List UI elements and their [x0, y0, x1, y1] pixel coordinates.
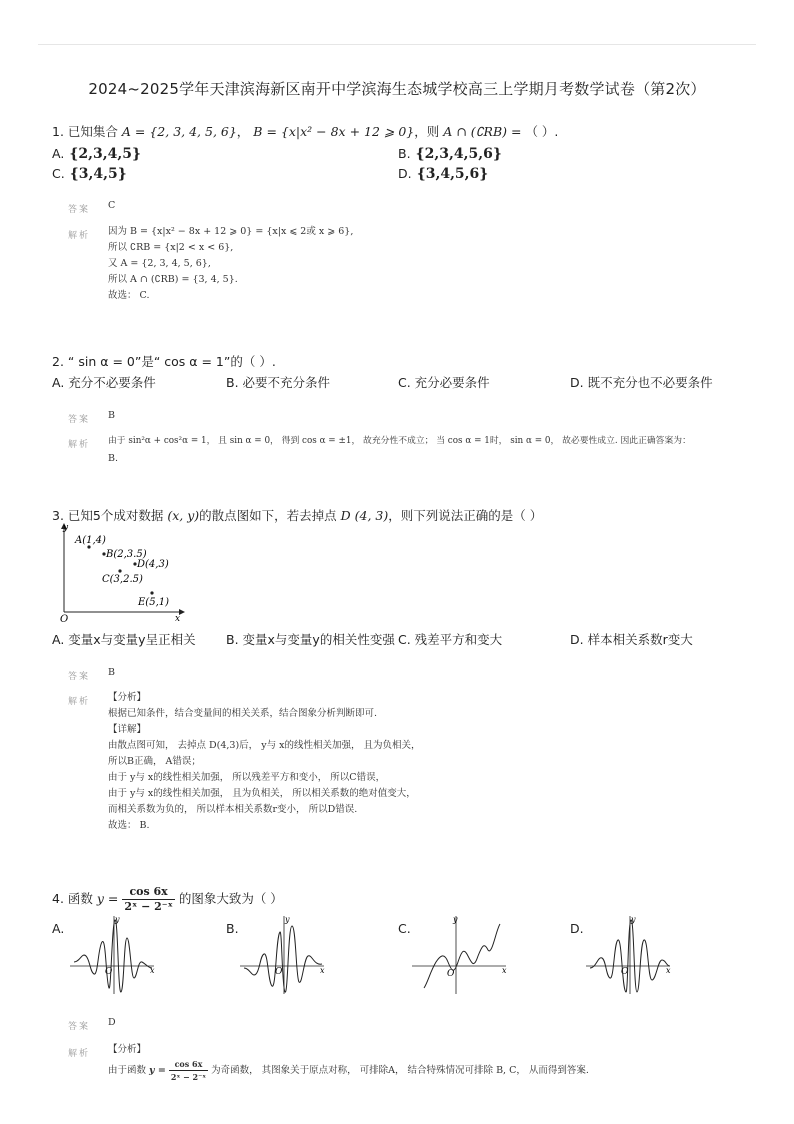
q1-set-a: A = {2, 3, 4, 5, 6} — [121, 124, 237, 139]
q1-solution-line: 故选： C. — [108, 290, 150, 301]
q1-answer-label: 答案 — [68, 205, 91, 215]
x-axis-label: x — [175, 614, 181, 624]
q4-option-d[interactable]: D. — [570, 921, 584, 936]
q1-option-c-letter: C. — [52, 166, 65, 181]
q4-sol-denominator: 2ˣ − 2⁻ˣ — [170, 1072, 207, 1082]
point-a-label: A(1,4) — [75, 535, 106, 546]
q3-stem-mid: 的散点图如下，若去掉点 — [199, 508, 337, 523]
point-e — [150, 591, 153, 594]
q1-stem-mid: ，则 — [414, 124, 440, 139]
q1-option-a[interactable] — [52, 143, 141, 162]
q3-solution-line: 由于 y与 x的线性相关加强， 所以残差平方和变小， 所以C错误， — [108, 772, 386, 783]
q1-solution — [108, 224, 353, 304]
y-axis-label: y — [631, 915, 636, 924]
y-axis-label: y — [285, 915, 290, 924]
origin-label: O — [105, 967, 113, 977]
q1-solution-line: 又 A = {2, 3, 4, 5, 6}, — [108, 258, 211, 269]
q2-analysis-label: 解析 — [68, 440, 91, 450]
point-b-label: B(2,3.5) — [106, 549, 147, 560]
point-c — [118, 569, 121, 572]
y-axis-label: y — [453, 915, 458, 924]
q3-option-a[interactable]: A. 变量x与变量y呈正相关 — [52, 632, 196, 647]
q3-analysis-label: 解析 — [68, 697, 91, 707]
q4-sol-y-equals: y = — [149, 1065, 166, 1076]
q1-option-c[interactable] — [52, 163, 127, 182]
q3-point: D (4, 3) — [340, 508, 389, 523]
q4-solution-line-1: 【分析】 — [108, 1044, 147, 1055]
q4-sol-prefix: 由于函数 — [108, 1065, 147, 1076]
q2-option-d[interactable]: D. 既不充分也不必要条件 — [570, 375, 713, 390]
q1-analysis-label: 解析 — [68, 231, 91, 241]
q1-solution-line: 因为 B = {x|x² − 8x + 12 ⩾ 0} = {x|x ⩽ 2或 x ⩾ 6}, — [108, 226, 354, 237]
q1-option-a-text: {2,3,4,5} — [69, 146, 141, 162]
q4-sol-suffix: 为奇函数， 其图象关于原点对称， 可排除A， 结合特殊情况可排除 B, C， 从而得到答案. — [211, 1065, 589, 1076]
top-divider — [38, 44, 756, 45]
q2-answer-value: B — [108, 410, 115, 421]
origin-label: O — [447, 969, 455, 979]
q3-option-b[interactable]: B. 变量x与变量y的相关性变强 — [226, 632, 395, 647]
point-e-label: E(5,1) — [138, 597, 170, 608]
q4-solution-line-2 — [108, 1058, 589, 1083]
origin-label: O — [60, 614, 69, 625]
x-axis-label: x — [502, 966, 507, 975]
y-axis-label: y — [115, 915, 120, 924]
q3-pair: (x, y) — [167, 508, 200, 523]
q3-scatter-plot — [52, 520, 192, 626]
q3-solution-line: 由散点图可知， 去掉点 D(4,3)后， y与 x的线性相关加强， 且为负相关， — [108, 740, 421, 751]
curve — [424, 924, 500, 988]
q1-set-b: B = {x|x² − 8x + 12 ⩾ 0} — [253, 124, 415, 139]
q4-sol-numerator: cos 6x — [169, 1058, 208, 1071]
q3-solution-line: 所以B正确， A错误； — [108, 756, 201, 767]
question-2-stem: 2. “ sin α = 0”是“ cos α = 1”的（ ）. — [52, 354, 276, 369]
q4-fraction — [122, 885, 174, 914]
point-c-label: C(3,2.5) — [102, 574, 143, 585]
q1-option-d[interactable] — [398, 163, 488, 182]
q1-option-c-text: {3,4,5} — [69, 166, 127, 182]
q1-answer-value: C — [108, 200, 116, 211]
q3-option-c[interactable]: C. 残差平方和变大 — [398, 632, 503, 647]
origin-label: O — [275, 967, 283, 977]
q4-option-c[interactable]: C. — [398, 921, 411, 936]
q4-stem-prefix: 4. 函数 — [52, 891, 93, 906]
q4-graph-b — [238, 912, 330, 996]
q3-solution-line: 故选： B. — [108, 820, 150, 831]
question-4-stem — [52, 885, 283, 914]
q3-solution-line: 【详解】 — [108, 724, 147, 735]
q2-option-a[interactable]: A. 充分不必要条件 — [52, 375, 156, 390]
origin-label: O — [621, 967, 629, 977]
q4-denominator: 2ˣ − 2⁻ˣ — [124, 900, 173, 913]
q3-option-d[interactable]: D. 样本相关系数r变大 — [570, 632, 693, 647]
question-1-stem — [52, 122, 558, 140]
page-title: 2024~2025学年天津滨海新区南开中学滨海生态城学校高三上学期月考数学试卷（第2次） — [88, 80, 706, 98]
q2-solution-line-2: B. — [108, 453, 119, 464]
q3-solution-line: 根据已知条件，结合变量间的相关关系，结合图象分析判断即可. — [108, 708, 378, 719]
x-axis-label: x — [150, 966, 155, 975]
q1-option-d-letter: D. — [398, 166, 412, 181]
q2-solution-line-1: 由于 sin²α + cos²α = 1， 且 sin α = 0， 得到 cos α = ±1， 故充分性不成立； 当 cos α = 1时， sin α = 0， 故必要性成立. 因此正确答案为： — [108, 436, 691, 446]
curve — [244, 926, 322, 992]
q4-option-a[interactable]: A. — [52, 921, 65, 936]
curve — [74, 920, 152, 992]
q4-numerator: cos 6x — [122, 885, 174, 900]
q4-graph-d — [584, 912, 676, 996]
q1-option-a-letter: A. — [52, 146, 65, 161]
q1-stem-prefix: 1. 已知集合 — [52, 124, 118, 139]
y-axis-label: y — [63, 523, 69, 533]
q2-answer-label: 答案 — [68, 415, 91, 425]
q2-option-c[interactable]: C. 充分必要条件 — [398, 375, 490, 390]
x-axis-label: x — [320, 966, 325, 975]
q1-separator: ， — [236, 124, 250, 139]
q3-solution-line: 而相关系数为负的， 所以样本相关系数r变小， 所以D错误. — [108, 804, 358, 815]
q4-option-b[interactable]: B. — [226, 921, 239, 936]
q4-answer-label: 答案 — [68, 1022, 91, 1032]
q3-stem-suffix: ，则下列说法正确的是（ ） — [388, 508, 543, 523]
q2-option-b[interactable]: B. 必要不充分条件 — [226, 375, 331, 390]
q4-answer-value: D — [108, 1017, 116, 1028]
q1-option-b-letter: B. — [398, 146, 411, 161]
q3-answer-value: B — [108, 667, 115, 678]
q4-graph-a — [68, 912, 160, 996]
q4-graph-c — [410, 912, 510, 996]
q4-sol-fraction — [169, 1058, 208, 1083]
q4-analysis-label: 解析 — [68, 1049, 91, 1059]
q1-option-d-text: {3,4,5,6} — [416, 166, 489, 182]
point-d-label: D(4,3) — [137, 559, 169, 570]
q1-solution-line: 所以 A ∩ (∁RB) = {3, 4, 5}. — [108, 274, 238, 285]
q1-expression: A ∩ (∁RB) = — [443, 124, 522, 139]
q1-option-b[interactable] — [398, 143, 502, 162]
q1-option-b-text: {2,3,4,5,6} — [415, 146, 502, 162]
q3-stem-prefix: 3. 已知5个成对数据 — [52, 508, 164, 523]
x-axis-label: x — [666, 966, 671, 975]
q4-y-equals: y = — [96, 891, 119, 906]
q3-solution-line: 【分析】 — [108, 692, 147, 703]
q3-solution-line: 由于 y与 x的线性相关加强， 且为负相关， 所以相关系数的绝对值变大， — [108, 788, 416, 799]
q1-solution-line: 所以 ∁RB = {x|2 < x < 6}, — [108, 242, 234, 253]
q4-stem-suffix: 的图象大致为（ ） — [178, 891, 283, 906]
q3-answer-label: 答案 — [68, 672, 91, 682]
q1-stem-suffix: （ ）. — [525, 124, 559, 139]
q3-solution — [108, 690, 420, 834]
